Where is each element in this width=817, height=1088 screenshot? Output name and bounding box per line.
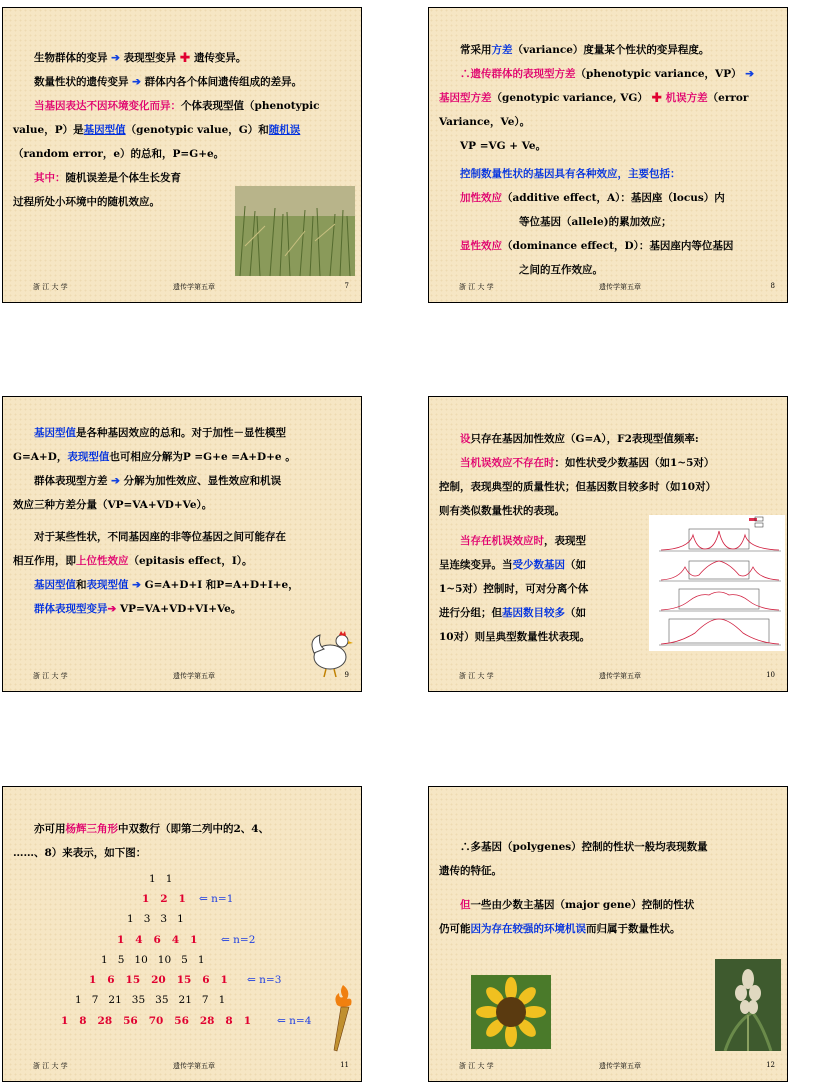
- text: G=A+D+I 和P=A+D+I+e，: [144, 579, 299, 591]
- text: 其中：: [34, 172, 66, 184]
- text: 当基因表达不因环境变化而异：: [34, 100, 181, 112]
- footer-university: 浙 江 大 学: [459, 672, 494, 680]
- text: ∴多基因（polygenes）控制的性状一般均表现数量: [460, 841, 708, 853]
- text: 也可相应分解为P =G+e =A+D+e 。: [109, 451, 296, 463]
- text: 当存在机误效应时: [460, 535, 544, 547]
- n-label: ⇐ n=3: [247, 974, 282, 986]
- footer-university: 浙 江 大 学: [33, 283, 68, 291]
- footer-university: 浙 江 大 学: [459, 283, 494, 291]
- text: 相互作用，即: [13, 555, 76, 567]
- slide-footer: [33, 1061, 349, 1071]
- text: 方差: [491, 44, 513, 56]
- text: 分解为加性效应、显性效应和机误: [123, 475, 282, 487]
- text: 基因数目较多: [502, 607, 565, 619]
- footer-course: 遗传学第五章: [599, 672, 641, 680]
- slide-7: [2, 7, 362, 303]
- page-number: 11: [340, 1061, 349, 1069]
- slide-footer: [33, 282, 349, 292]
- text: 随机误: [268, 124, 301, 136]
- arrow-icon: ➔: [132, 579, 141, 591]
- text: 生物群体的变异: [34, 52, 108, 64]
- text: 常采用: [460, 44, 492, 56]
- triangle-row: 1 8 28 56 70 56 28 8 1: [61, 1015, 252, 1027]
- page-number: 12: [766, 1061, 775, 1069]
- slide-footer: [33, 671, 349, 681]
- triangle-row: 1 6 15 20 15 6 1: [89, 974, 228, 986]
- text: G=A+D，: [13, 451, 68, 463]
- footer-course: 遗传学第五章: [173, 672, 215, 680]
- text: ，表现型: [544, 535, 586, 547]
- text: 杨辉三角形: [65, 823, 118, 835]
- footer-university: 浙 江 大 学: [33, 672, 68, 680]
- slide-12: [428, 786, 788, 1082]
- triangle-row: 1 7 21 35 35 21 7 1: [75, 994, 226, 1006]
- text: 随机误差是个体生长发育: [65, 172, 181, 184]
- triangle-row: 1 2 1: [142, 893, 186, 905]
- text: value，P）是: [13, 124, 84, 136]
- text: Variance，Ve）。: [439, 116, 531, 128]
- text: 遗传的特征。: [439, 865, 502, 877]
- arrow-icon: ➔: [745, 68, 755, 80]
- slide-footer: [459, 282, 775, 292]
- footer-course: 遗传学第五章: [599, 1062, 641, 1070]
- text: 基因型方差: [439, 92, 492, 104]
- text: 控制数量性状的基因具有各种效应，主要包括：: [460, 168, 681, 180]
- text: ：如性状受少数基因（如1~5对）: [554, 457, 715, 469]
- text: 基因型值: [34, 427, 76, 439]
- text: 当机误效应不存在时: [460, 457, 555, 469]
- sorghum-photo: [715, 959, 781, 1051]
- text: （additive effect，A）：基因座（locus）内: [502, 192, 725, 204]
- text: 进行分组；但: [439, 607, 502, 619]
- text: 只存在基因加性效应（G=A），F2表现型值频率:: [470, 433, 699, 445]
- text: 之间的互作效应。: [519, 264, 603, 276]
- slide-8: [428, 7, 788, 303]
- text: 中双数行（即第二列中的2、4、: [118, 823, 270, 835]
- text: 表现型值: [67, 451, 110, 463]
- slide-footer: [459, 671, 775, 681]
- footer-course: 遗传学第五章: [173, 1062, 215, 1070]
- n-label: ⇐ n=2: [221, 934, 256, 946]
- slide-11: [2, 786, 362, 1082]
- triangle-row: 1 1: [149, 873, 173, 885]
- text: （如: [565, 559, 586, 571]
- text: 控制，表现典型的质量性状；但基因数目较多时（如10对）: [439, 481, 717, 493]
- text: （如: [565, 607, 586, 619]
- arrow-icon: ➔: [132, 76, 141, 88]
- text: 设: [460, 433, 471, 445]
- n-label: ⇐ n=1: [199, 893, 234, 905]
- text: 群体表现型方差: [34, 475, 108, 487]
- text: ……、8）来表示，如下图：: [13, 847, 147, 859]
- page-number: 7: [344, 282, 349, 290]
- text: 1~5对）控制时，可对分离个体: [439, 583, 589, 595]
- text: 个体表现型值（phenotypic: [181, 100, 320, 112]
- footer-university: 浙 江 大 学: [33, 1062, 68, 1070]
- text: 数量性状的遗传变异: [34, 76, 129, 88]
- text: （dominance effect，D）：基因座内等位基因: [502, 240, 734, 252]
- text: VP=VA+VD+VI+Ve。: [119, 603, 242, 615]
- text: （random error，e）的总和，P=G+e。: [13, 148, 225, 160]
- plus-icon: ✚: [651, 92, 663, 104]
- text: 10对）则呈典型数量性状表现。: [439, 631, 591, 643]
- text: 但: [460, 899, 471, 911]
- text: 呈连续变异。当: [439, 559, 513, 571]
- text: 基因型值: [34, 579, 76, 591]
- triangle-row: 1 5 10 10 5 1: [101, 954, 205, 966]
- text: VP =VG + Ve。: [460, 140, 547, 152]
- text: 是各种基因效应的总和。对于加性－显性模型: [76, 427, 286, 439]
- slide-10: [428, 396, 788, 692]
- rice-field-photo: [235, 186, 355, 276]
- slide-footer: [459, 1061, 775, 1071]
- text: 表现型方差: [523, 68, 576, 80]
- text: 因为存在较强的环境机误: [470, 923, 586, 935]
- text: 和: [76, 579, 87, 591]
- text: （error: [707, 92, 749, 104]
- text: 机误方差: [665, 92, 708, 104]
- text: 遗传变异。: [193, 52, 247, 64]
- page-number: 9: [344, 671, 349, 679]
- text: 效应三种方差分量（VP=VA+VD+Ve）。: [13, 499, 213, 511]
- n-label: ⇐ n=4: [277, 1015, 312, 1027]
- text: 表现型值: [86, 579, 129, 591]
- text: 群体内各个体间遗传组成的差异。: [144, 76, 303, 88]
- text: （genotypic value，G）和: [125, 124, 269, 136]
- text: 等位基因（allele)的累加效应；: [519, 216, 672, 228]
- text: 上位性效应: [76, 555, 129, 567]
- text: 受少数基因: [512, 559, 565, 571]
- triangle-row: 1 3 3 1: [127, 913, 184, 925]
- text: 一些由少数主基因（major gene）控制的性状: [470, 899, 695, 911]
- text: 仍可能: [439, 923, 471, 935]
- page-number: 10: [766, 671, 775, 679]
- text: 过程所处小环境中的随机效应。: [13, 196, 160, 208]
- frequency-distribution-figure: [649, 515, 785, 651]
- arrow-icon: ➔: [107, 603, 117, 615]
- arrow-icon: ➔: [111, 52, 120, 64]
- text: 显性效应: [460, 240, 502, 252]
- sunflower-photo: [471, 975, 551, 1049]
- text: 群体表现型变异: [34, 603, 108, 615]
- text: 基因型值: [83, 124, 126, 136]
- text: （phenotypic variance，VP）: [575, 68, 742, 80]
- page-number: 8: [770, 282, 775, 290]
- plus-icon: ✚: [179, 52, 191, 64]
- text: 则有类似数量性状的表现。: [439, 505, 565, 517]
- text: （epitasis effect，I）。: [128, 555, 253, 567]
- text: （genotypic variance, VG）: [491, 92, 648, 104]
- text: 加性效应: [460, 192, 502, 204]
- torch-icon: [329, 983, 357, 1053]
- text: 对于某些性状，不同基因座的非等位基因之间可能存在: [34, 531, 286, 543]
- footer-university: 浙 江 大 学: [459, 1062, 494, 1070]
- footer-course: 遗传学第五章: [599, 283, 641, 291]
- text: 而归属于数量性状。: [586, 923, 681, 935]
- text: 亦可用: [34, 823, 66, 835]
- arrow-icon: ➔: [111, 475, 120, 487]
- footer-course: 遗传学第五章: [173, 283, 215, 291]
- text: ∴遗传群体的: [460, 68, 523, 80]
- slide-9: [2, 396, 362, 692]
- triangle-row: 1 4 6 4 1: [117, 934, 198, 946]
- text: 表现型变异: [123, 52, 177, 64]
- text: （variance）度量某个性状的变异程度。: [512, 44, 710, 56]
